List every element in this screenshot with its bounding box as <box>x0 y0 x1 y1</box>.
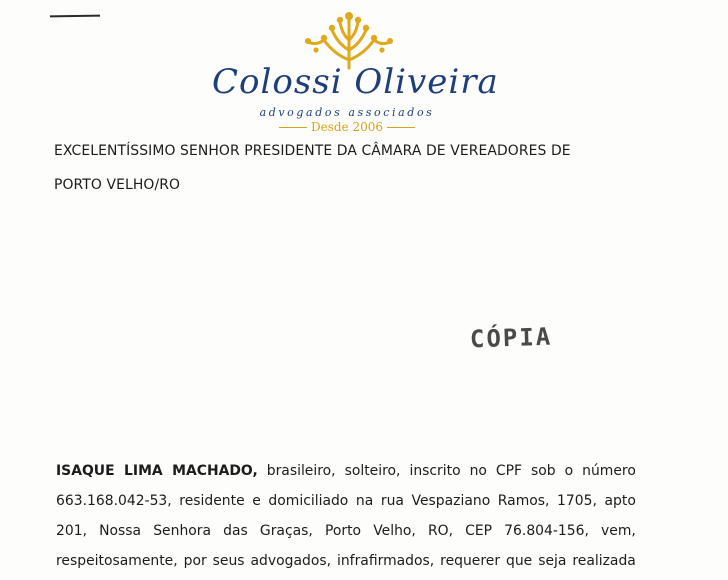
addressee-line: EXCELENTÍSSIMO SENHOR PRESIDENTE DA CÂMARA DE VEREADORES DE <box>54 143 571 159</box>
addressee-line: PORTO VELHO/RO <box>54 177 181 193</box>
paragraph-line <box>56 456 636 486</box>
firm-since <box>212 120 482 134</box>
paragraph-line: respeitosamente, por seus advogados, infrafirmados, requerer que seja realizada <box>56 553 636 569</box>
party-name: ISAQUE LIMA MACHADO, <box>56 463 258 479</box>
addressee-block <box>54 134 630 202</box>
logo-emblem-icon <box>294 10 404 70</box>
letterhead <box>212 10 499 134</box>
pen-mark <box>50 15 100 18</box>
since-rule-right <box>387 127 415 128</box>
since-rule-left <box>279 127 307 128</box>
firm-name: Colossi Oliveira <box>212 62 499 102</box>
firm-subtitle: advogados associados <box>259 106 435 119</box>
party-qualification: brasileiro, solteiro, inscrito no CPF sob o número <box>257 463 636 479</box>
copy-stamp: CÓPIA <box>469 322 553 354</box>
paragraph-line: 663.168.042-53, residente e domiciliado na rua Vespaziano Ramos, 1705, apto <box>56 493 636 509</box>
petition-paragraph <box>56 456 636 576</box>
paragraph-line: 201, Nossa Senhora das Graças, Porto Velho, RO, CEP 76.804-156, vem, <box>56 523 636 539</box>
since-label: Desde 2006 <box>310 120 384 134</box>
